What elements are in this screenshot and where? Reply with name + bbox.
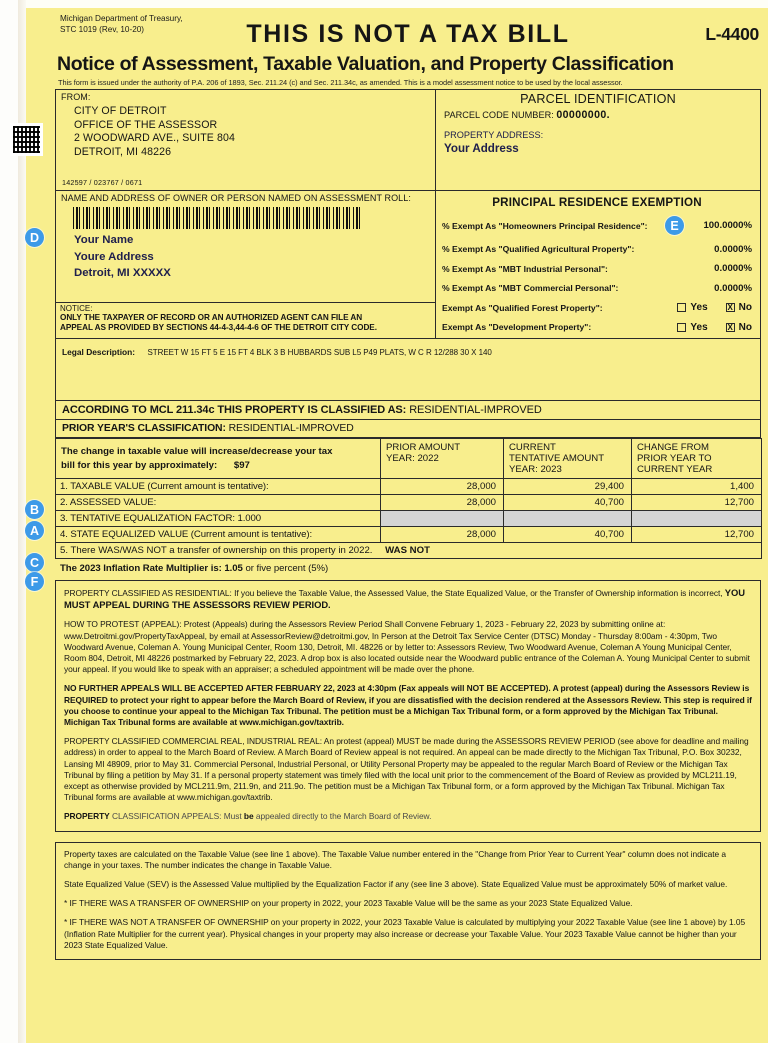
- page-top-margin: [26, 0, 768, 8]
- taxpayer-notice-line-1: ONLY THE TAXPAYER OF RECORD OR AN AUTHORIZED AGENT CAN FILE AN: [60, 313, 363, 322]
- table-row: [56, 527, 762, 543]
- assessed-value-change: 12,700: [632, 495, 762, 511]
- owner-label: NAME AND ADDRESS OF OWNER OR PERSON NAMED ON ASSESSMENT ROLL:: [61, 193, 411, 203]
- property-address-label: PROPERTY ADDRESS:: [444, 130, 544, 140]
- owner-name: Your Name: [74, 234, 134, 246]
- table-description-header: [56, 439, 381, 479]
- table-row: [56, 479, 762, 495]
- owner-address-line-2: Youre Address: [74, 250, 154, 263]
- account-reference-number: 142597 / 023767 / 0671: [62, 178, 143, 187]
- current-classification-label: ACCORDING TO MCL 211.34c THIS PROPERTY IS CLASSIFIED AS:: [62, 404, 407, 416]
- identification-left-column: [56, 90, 436, 338]
- table-header-row: [56, 439, 762, 479]
- taxable-value-label: 1. TAXABLE VALUE (Current amount is tentative):: [56, 479, 381, 495]
- inflation-rate-text: The 2023 Inflation Rate Multiplier is: 1.05: [60, 563, 243, 574]
- current-amount-line-1: CURRENT: [509, 442, 556, 453]
- pre-row: [442, 263, 752, 274]
- equalization-factor-change: [632, 511, 762, 527]
- appeal-paragraph-deadline: NO FURTHER APPEALS WILL BE ACCEPTED AFTER FEBRUARY 22, 2023 at 4:30pm (Fax appeals will NOT BE ACCEPTED). A protest (appeal) during the Assessors Review is REQUIRED to protect your right to appear before the March Board of Review, if you are dissatisfied with the decision rendered at the Assessors Review. This step is required if you choose to continue your appeal to the Michigan Tax Tribunal. The petition must be a Michigan Tax Tribunal form, or a form approved by the Michigan Tax Tribunal. Michigan Tax Tribunal forms are available at www.michigan.gov/taxtrib.: [64, 683, 752, 728]
- from-address-line-4: DETROIT, MI 48226: [74, 145, 172, 158]
- inflation-rate-suffix: or five percent (5%): [242, 563, 329, 574]
- pre-row: [442, 283, 752, 294]
- current-classification-value: RESIDENTIAL-IMPROVED: [409, 404, 542, 416]
- pre-row-label: % Exempt As "Qualified Agricultural Property":: [442, 244, 635, 254]
- callout-marker-d: D: [25, 228, 44, 247]
- legal-description-section: [55, 339, 761, 401]
- sev-current: 40,700: [504, 527, 632, 543]
- tax-change-amount: $97: [233, 459, 250, 471]
- authority-statement: This form is issued under the authority of P.A. 206 of 1893, Sec. 211.24 (c) and Sec. 211.34c, as amended. This is a model assessment notice to be used by the local assessor.: [58, 78, 623, 87]
- appeal-paragraph-how-to-protest: HOW TO PROTEST (APPEAL): Protest (Appeals) during the Assessors Review Period Shall Convene February 1, 2023 - February 22, 2023 by submitting online at: www.Detroitmi.gov/PropertyTaxAppeal, by email at AssessorReview@detroitmi.gov, In Person at the Detroit Tax Service Center (DTSC) Monday - Thursday 8:00am - 4:30pm, Two Woodward Avenue, Coleman A. Young Municipal Center, Room 130, Detroit, MI. 48226 or by letter to: Assessors Review, Two Woodward Avenue, Coleman A Young Municipal Center, Room 804, Detroit, MI 48226 postmarked by February 22, 2023. A drop box is also located outside near the Woodward public entrance of the Coleman A. Young Municipal Center to submit your appeal. If you would like to speak with an appraiser; a scheduled appointment will be made over the phone.: [64, 619, 750, 675]
- owner-section: [56, 190, 435, 302]
- pre-row-label: Exempt As "Development Property":: [442, 322, 592, 332]
- sev-prior: 28,000: [381, 527, 504, 543]
- qr-code-sticker: [10, 123, 43, 156]
- callout-marker-f: F: [25, 572, 44, 591]
- form-body: [55, 12, 761, 960]
- equalization-factor-label: 3. TENTATIVE EQUALIZATION FACTOR: 1.000: [56, 511, 381, 527]
- explanation-paragraph-sev: State Equalized Value (SEV) is the Assessed Value multiplied by the Equalization Factor if any (see line 3 above). State Equalized Value must be approximately 50% of market value.: [64, 879, 728, 890]
- pre-row-label: % Exempt As "MBT Industrial Personal":: [442, 263, 608, 274]
- current-classification-row: [55, 401, 761, 420]
- classification-appeal-end: appealed directly to the March Board of Review.: [253, 811, 432, 822]
- mail-barcode-icon: [73, 207, 363, 229]
- taxpayer-notice-line-2: APPEAL AS PROVIDED BY SECTIONS 44-4-3,44-4-6 OF THE DETROIT CITY CODE.: [60, 322, 377, 332]
- change-line-2: PRIOR YEAR TO: [637, 453, 712, 464]
- pre-row-development-property: [442, 322, 752, 333]
- callout-marker-e: E: [665, 216, 684, 235]
- pre-row: [442, 244, 752, 255]
- assessment-values-table: [55, 438, 762, 559]
- from-label: FROM:: [61, 92, 91, 102]
- explanation-paragraph-transfer-no: * IF THERE WAS NOT A TRANSFER OF OWNERSHIP on your property in 2022, your 2023 Taxable Value is calculated by multiplying your 2022 Taxable Value (see line 1 above) by 1.05 (Inflation Rate Multiplier for the current year). Physical changes in your property may also increase or decrease your Taxable Value. Your 2023 Taxable Value cannot be higher than your 2023 State Equalized Value.: [64, 917, 746, 950]
- pre-title: PRINCIPAL RESIDENCE EXEMPTION: [492, 196, 702, 209]
- taxable-value-prior: 28,000: [381, 479, 504, 495]
- equalization-factor-current: [504, 511, 632, 527]
- appeal-instructions-box: [55, 580, 761, 832]
- transfer-of-ownership-cell: [56, 543, 762, 559]
- appeal-residential-emphasis: YOU MUST APPEAL DURING THE ASSESSORS REVIEW PERIOD.: [64, 587, 745, 611]
- taxpayer-notice-label: NOTICE:: [60, 304, 93, 313]
- owner-address: [74, 232, 430, 282]
- parcel-identification-title: PARCEL IDENTIFICATION: [520, 92, 676, 106]
- classification-appeal-mid: CLASSIFICATION APPEALS: Must: [109, 811, 244, 822]
- development-property-no-label: No: [738, 321, 752, 333]
- pre-row-label: % Exempt As "Homeowners Principal Residence":: [442, 220, 648, 231]
- pre-row-value: 0.0000%: [714, 243, 752, 255]
- taxpayer-notice-section: [56, 302, 435, 338]
- appeal-paragraph-commercial: PROPERTY CLASSIFIED COMMERCIAL REAL, INDUSTRIAL REAL: An protest (appeal) MUST be made during the ASSESSORS REVIEW PERIOD (see above for deadline and mailing address) in order to appeal to the March Board of Review. A March Board of Review appeal is not required. An appeal can be made directly to the Michigan Tax Tribunal, P.O. Box 30232, Lansing MI 48909, prior to May 31. Commercial Personal, Industrial Personal, or Utility Personal Property may be appealed to the regular March Board of Review or the Michigan Tax Tribunal by filing a petition by May 31. If a personal property statement was timely filed with the local unit prior to the commencement of the Board of Review as provided by MCL211.19, except as otherwise provided by MCL211.9m, 211.9n, and 211.9o. The petition must be a Michigan Tax Tribunal form, or a form approved by the Michigan Tax Tribunal. Michigan Tax Tribunal forms are available at www.michigan.gov/taxtrib.: [64, 736, 749, 803]
- callout-marker-c: C: [25, 553, 44, 572]
- explanation-paragraph-transfer-yes: * IF THERE WAS A TRANSFER OF OWNERSHIP on your property in 2022, your 2023 Taxable Value will be the same as your 2023 State Equalized Value.: [64, 898, 633, 909]
- prior-amount-line-2: YEAR: 2022: [386, 453, 439, 464]
- pre-row-label: Exempt As "Qualified Forest Property":: [442, 302, 603, 313]
- prior-classification-row: [55, 420, 761, 438]
- forest-property-yes-checkbox[interactable]: [677, 303, 686, 312]
- forest-property-yes-label: Yes: [690, 302, 708, 313]
- current-amount-line-3: YEAR: 2023: [509, 464, 562, 475]
- parcel-code-label: PARCEL CODE NUMBER:: [444, 110, 554, 120]
- taxable-value-change: 1,400: [632, 479, 762, 495]
- form-number: L-4400: [705, 24, 759, 44]
- taxable-value-current: 29,400: [504, 479, 632, 495]
- callout-marker-b: B: [25, 500, 44, 519]
- prior-classification-value: RESIDENTIAL-IMPROVED: [228, 423, 354, 434]
- callout-marker-a: A: [25, 521, 44, 540]
- development-property-yes-label: Yes: [690, 321, 708, 333]
- classification-appeal-word-property: PROPERTY: [64, 811, 110, 822]
- change-line-3: CURRENT YEAR: [637, 464, 713, 475]
- legal-description-label: Legal Description:: [62, 347, 136, 357]
- page-title: Notice of Assessment, Taxable Valuation, and Property Classification: [57, 53, 674, 75]
- explanation-box: [55, 842, 761, 960]
- property-address-value: Your Address: [444, 142, 519, 155]
- pre-row-label: % Exempt As "MBT Commercial Personal":: [442, 283, 619, 293]
- not-a-tax-bill-banner: THIS IS NOT A TAX BILL: [246, 20, 570, 48]
- development-property-no-checkbox[interactable]: X: [727, 322, 733, 332]
- form-header: [55, 12, 761, 52]
- development-property-yes-checkbox[interactable]: [677, 323, 686, 332]
- development-property-no-group[interactable]: [726, 322, 752, 333]
- table-row-transfer: [56, 543, 762, 559]
- identification-block: [55, 89, 761, 339]
- qr-code-icon: [13, 126, 40, 153]
- pre-row: [442, 216, 752, 235]
- pre-row-value: 0.0000%: [714, 282, 752, 294]
- appeal-residential-intro: PROPERTY CLASSIFIED AS RESIDENTIAL: If you believe the Taxable Value, the Assessed Value, the State Equalized Value, or the Transfer of Ownership information is incorrect,: [64, 588, 725, 598]
- appeal-paragraph-classification: [64, 811, 752, 822]
- from-section: [56, 90, 435, 190]
- pre-row-value: 0.0000%: [714, 263, 752, 274]
- table-prior-amount-header: [381, 439, 504, 479]
- appeal-paragraph-residential: [64, 587, 752, 611]
- development-property-yes-group[interactable]: [677, 322, 707, 333]
- scan-edge-artifact: [18, 0, 26, 1043]
- table-row: [56, 511, 762, 527]
- from-address-line-1: CITY OF DETROIT: [74, 105, 167, 117]
- table-current-amount-header: [504, 439, 632, 479]
- principal-residence-exemption-section: [436, 190, 760, 338]
- table-change-header: [632, 439, 762, 479]
- change-line-1: CHANGE FROM: [637, 442, 709, 453]
- identification-right-column: [436, 90, 760, 338]
- parcel-identification-section: [436, 90, 760, 190]
- pre-row-value: 100.0000%: [703, 220, 752, 231]
- from-address-line-3: 2 WOODWARD AVE., SUITE 804: [74, 132, 235, 145]
- department-line-1: Michigan Department of Treasury,: [60, 14, 183, 23]
- classification-appeal-word-be: be: [243, 811, 254, 822]
- forest-property-yes-group[interactable]: [677, 302, 707, 313]
- tax-change-line-1: The change in taxable value will increase/decrease your tax: [61, 445, 333, 457]
- tax-change-line-2: bill for this year by approximately:: [61, 459, 218, 471]
- explanation-paragraph-taxes: Property taxes are calculated on the Taxable Value (see line 1 above). The Taxable Value number entered in the "Change from Prior Year to Current Year" column does not indicate a change in your taxes. The number indicates the change in Taxable Value.: [64, 848, 727, 870]
- parcel-code-value: 00000000.: [556, 109, 611, 121]
- inflation-rate-row: [55, 559, 761, 578]
- transfer-of-ownership-value: WAS NOT: [385, 545, 430, 556]
- assessed-value-current: 40,700: [504, 495, 632, 511]
- pre-row-forest-property: [442, 302, 752, 313]
- parcel-code-row: [444, 109, 752, 121]
- current-amount-line-2: TENTATIVE AMOUNT: [509, 453, 605, 464]
- forest-property-no-group[interactable]: [726, 302, 752, 313]
- legal-description-value: STREET W 15 FT 5 E 15 FT 4 BLK 3 B HUBBARDS SUB L5 P49 PLATS, W C R 12/288 30 X 140: [147, 348, 492, 357]
- prior-amount-line-1: PRIOR AMOUNT: [386, 442, 461, 453]
- assessed-value-label: 2. ASSESSED VALUE:: [56, 495, 381, 511]
- equalization-factor-prior: [381, 511, 504, 527]
- form-revision-line: STC 1019 (Rev, 10-20): [60, 24, 145, 34]
- table-row: [56, 495, 762, 511]
- sev-change: 12,700: [632, 527, 762, 543]
- prior-classification-label: PRIOR YEAR'S CLASSIFICATION:: [62, 423, 226, 434]
- from-address: [74, 105, 430, 159]
- forest-property-no-checkbox[interactable]: X: [727, 303, 733, 312]
- from-address-line-2: OFFICE OF THE ASSESSOR: [74, 118, 218, 131]
- assessed-value-prior: 28,000: [381, 495, 504, 511]
- owner-address-line-3: Detroit, MI XXXXX: [74, 267, 171, 279]
- forest-property-no-label: No: [738, 302, 752, 313]
- sev-label: 4. STATE EQUALIZED VALUE (Current amount is tentative):: [56, 527, 381, 543]
- transfer-of-ownership-label: 5. There WAS/WAS NOT a transfer of ownership on this property in 2022.: [60, 545, 373, 556]
